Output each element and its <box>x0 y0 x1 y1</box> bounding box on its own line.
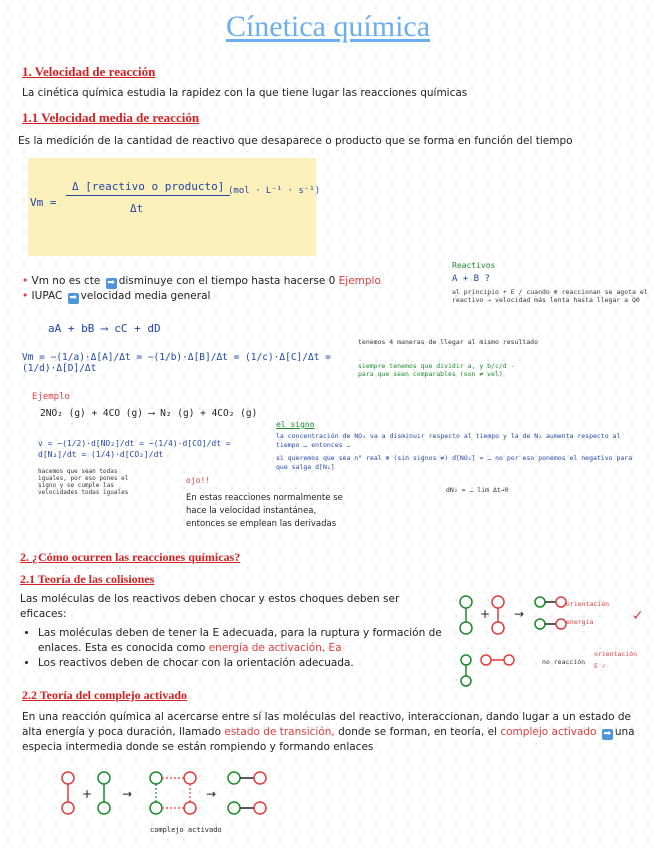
bullet-item-iupac: • IUPAC ➡ velocidad media general <box>22 290 211 303</box>
signo-explanation-2: si queremos que sea n° real ⊕ (sin signos ≠) d[NO₂] = … no por eso ponemos el negativo para que salga d[N₂] <box>276 454 633 471</box>
signo-explanation: la concentración de NO₂ va a disminuir respecto al tiempo y la de N₂ aumenta respecto al tiempo … entonces … <box>276 432 621 449</box>
side-note-title: Reactivos <box>452 261 496 270</box>
collision-item-orientation: • Los reactivos deben de chocar con la orientación adecuada. <box>38 656 458 671</box>
collision-intro: Las moléculas de los reactivos deben chocar y estos choques deben ser eficaces: <box>20 593 400 620</box>
collision-item-energy: • Las moléculas deben de tener la E adecuada, para la ruptura y formación de enlaces. Esta es conocida como energía de activación, Ea <box>38 626 458 656</box>
ojo-label: ojo!! <box>186 476 211 485</box>
example-label: Ejemplo <box>32 392 70 402</box>
formula-box <box>28 158 316 256</box>
svg-text:+: + <box>82 787 93 801</box>
molecule-a2-icon <box>62 772 74 814</box>
note-four-ways: tenemos 4 maneras de llegar al mismo resultado <box>358 338 539 346</box>
product-ab-icon <box>535 597 566 629</box>
side-note-body: al principio + E / cuando ⊕ reaccionan se agota el reactivo → velocidad más lenta hasta llegar a Q0 <box>452 288 648 304</box>
ojo-text: En estas reacciones normalmente se hace la velocidad instantánea, entonces se emplean las derivadas <box>186 493 343 529</box>
subsection-2-1-heading: 2.1 Teoría de las colisiones <box>20 572 155 586</box>
subsection-1-1-heading: 1.1 Velocidad media de reacción <box>22 110 200 125</box>
complex-label: complejo activado <box>150 826 222 834</box>
example-velocity: v = −(1/2)·d[NO₂]/dt = −(1/4)·d[CO]/dt = d[N₂]/dt = (1/4)·d[CO₂]/dt <box>38 439 231 459</box>
diagram-label-orientation-2: orientación <box>594 650 638 658</box>
reactant-unreacted-icon <box>461 655 514 686</box>
arrow-right-icon: ➡ <box>69 293 77 303</box>
formula-units: (mol · L⁻¹ · s⁻¹) <box>228 186 321 196</box>
molecule-b2-icon <box>98 772 110 814</box>
collision-diagram <box>452 588 652 688</box>
activated-complex-diagram <box>56 770 296 830</box>
reactant-a-icon <box>460 596 472 634</box>
svg-text:→: → <box>514 607 525 621</box>
section-1-heading: 1. Velocidad de reacción <box>22 64 156 79</box>
formula-lhs: Vm = <box>30 196 57 209</box>
vm-general-equation: Vm = −(1/a)·Δ[A]/Δt = −(1/b)·Δ[B]/Δt = (1/c)·Δ[C]/Δt = (1/d)·Δ[D]/Δt <box>22 352 331 374</box>
note-equal-velocities: hacemos que sean todas iguales, por eso pones el signo y se cumple las velocidades todas iguales <box>38 468 129 496</box>
svg-text:→: → <box>122 787 133 801</box>
limit-note: dN₂ = … lim Δt→0 <box>446 486 509 494</box>
subsection-2-2-heading: 2.2 Teoría del complejo activado <box>22 688 187 702</box>
product-ab-pair-icon <box>228 772 266 814</box>
bullet-list <box>22 274 452 304</box>
diagram-label-energy-2: E ✓ <box>594 662 606 670</box>
diagram-label-energy: energía <box>566 618 594 626</box>
formula-denominator: Δt <box>130 202 144 215</box>
formula-numerator: Δ [reactivo o producto] <box>66 180 230 196</box>
general-reaction: aA + bB ⟶ cC + dD <box>48 322 161 335</box>
svg-text:+: + <box>480 607 491 621</box>
diagram-label-orientation: orientación <box>566 600 610 608</box>
complex-icon <box>150 772 196 814</box>
svg-text:→: → <box>206 787 217 801</box>
note-divide: siempre tenemos que dividir a, y b/c/d - para que sean comparables (son ≠ vel) <box>358 362 515 378</box>
definition-text: Es la medición de la cantidad de reactivo que desaparece o producto que se forma en función del tiempo <box>18 135 573 147</box>
arrow-right-icon: ➡ <box>107 278 115 288</box>
example-reaction: 2NO₂ (g) + 4CO (g) ⟶ N₂ (g) + 4CO₂ (g) <box>40 408 258 419</box>
signo-label: el signo <box>276 420 315 429</box>
section-1-intro: La cinética química estudia la rapidez con la que tiene lugar las reacciones químicas <box>22 87 468 99</box>
section-2-heading: 2. ¿Cómo ocurren las reacciones químicas? <box>20 550 241 564</box>
arrow-right-icon: ➡ <box>603 729 612 739</box>
bullet-item-vm: • Vm no es cte ➡ disminuye con el tiempo hasta hacerse 0 Ejemplo <box>22 275 381 288</box>
collision-list <box>24 626 458 671</box>
diagram-label-no-reaction: no reacción <box>542 658 586 666</box>
check-icon: ✓ <box>632 608 644 624</box>
reactant-b-icon <box>492 596 504 634</box>
side-note-equation: A + B ? <box>452 274 490 284</box>
page-title: Cínetica química <box>225 10 431 43</box>
complex-paragraph: En una reacción química al acercarse entre sí las moléculas del reactivo, interaccionan, dando lugar a un estado de alta energía y poca duración, llamado estado de transición, donde se forman, en teoría, el complejo activado ➡ una especia intermedia donde se están rompiendo y formando enlaces <box>22 711 635 753</box>
